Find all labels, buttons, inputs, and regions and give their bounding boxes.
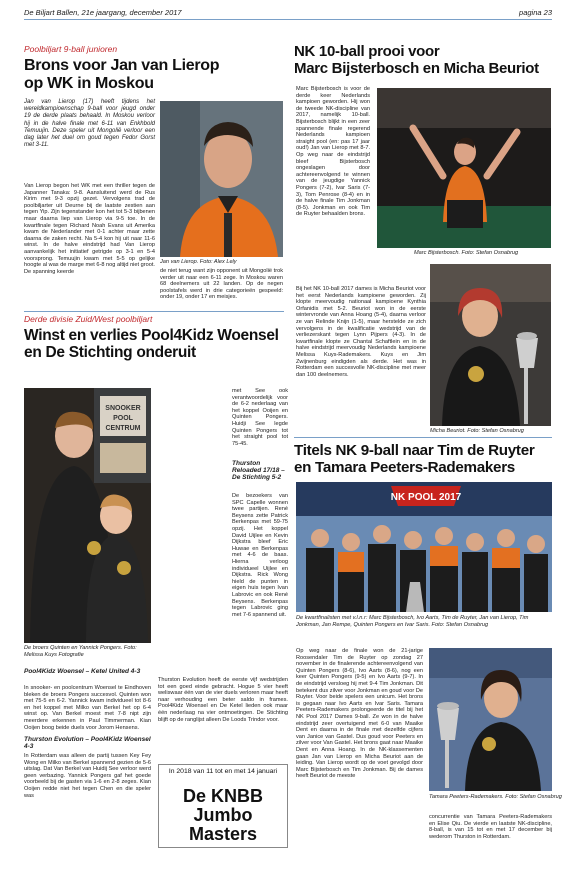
header-page-number: pagina 23 (519, 8, 552, 17)
peeters-illustration (429, 648, 552, 791)
article2-title (24, 327, 289, 362)
article2-kicker: Derde divisie Zuid/West poolbiljart (24, 314, 153, 324)
group-illustration (296, 482, 552, 612)
brothers-illustration (24, 388, 151, 643)
beuriot-caption: Micha Beuriot. Foto: Stefan Osnabrug (430, 428, 524, 434)
article3-title (294, 44, 556, 78)
article1-lead: Jan van Lierop (17) heeft tijdens het wereldkampioenschap 9-ball voor jeugd onder 19 de derde plaats behaald. In Moskou verloor hij in de halve finale met 6-11 van Enkhbold Temuujin. Deze speler uit Mongolië verloor een dag later het duel om goud tegen Fedor Gorst met 3-11. (24, 99, 155, 149)
beuriot-illustration (430, 264, 551, 426)
marc-bijsterbosch-photo (377, 88, 551, 248)
article3-body2: Bij het NK 10-ball 2017 dames is Micha Beuriot voor het eerst Nederlands kampioene geworden. Zij klopte meervoudig nationaal kampioene Kynthia Orfanidis met 5-2. Beuriot won in de eerste wintervronde van Anna Hoang (5-4), daarna verloor ze van Relinde Knijn (1-5), maar herstelde ze zich vervolgens in de kwalificatie wedstrijd van de verliezerskant tegen Lynn Pijpers (4-3). In de kwartfinale klopte ze Chantal Schaftlein en in de halve eindstrijd meervoudig Nederlands kampioene Melissa Kuys-Rademakers. Kuys en Jim Zwijnenburg eindigden als derde. Het was in Rotterdam een succesvolle NK-discipline met meer dan 100 deelnemers. (296, 286, 426, 378)
jan-van-lierop-photo (160, 101, 283, 257)
tamara-peeters-photo (429, 648, 552, 791)
bijsterbosch-illustration (377, 88, 551, 248)
micha-beuriot-photo (430, 264, 551, 426)
quarterfinalists-photo (296, 482, 552, 612)
jumbo-masters-ad[interactable] (158, 764, 288, 848)
article2-body5: Thurston Evolution heeft de eerste vijf wedstrijden tot een goed einde gebracht. Hogue 5 vier heeft weliswaar één van de vier duels verloren maar heeft naar verhouding een beter saldo in frames. Pool4Kidz Woensel en De Ketel lieden ook maar één nederlaag na vier ontmoetingen. De Stichting blijft op de ranglijst alleen De Loods Trindor voor. (158, 677, 288, 723)
article2-sub3: Thurston Reloaded 17/18 – De Stichting 5-2 (232, 460, 285, 482)
article2-sub2: Thurston Evolution – Pool4Kidz Woensel 4-3 (24, 736, 151, 751)
article1-kicker: Poolbiljart 9-ball junioren (24, 44, 118, 54)
pongers-caption: De broers Quinten en Yannick Pongers. Foto: Melissa Kuys Fotografie (24, 645, 137, 658)
divider-right (294, 437, 552, 438)
article3-body1: Marc Bijsterbosch is voor de derde keer Nederlands kampioen geworden. Hij won de tweede NK-discipline van 2017, namelijk 10-ball. Bijsterbosch blijkt in een zeer spannende finale regerend Nederlands kampioen straight pool (en: pas 17 jaar oud!) Jan van Lierop met 8-7. Op weg naar de eindstrijd bleef Bijsterbosch ongeslagen door achtereenvolgend te winnen van de jeugdige Yannick Pongers (7-2), Ivar Saris (7-3), Tom Penrose (8-4) en in de halve finale Tim Jonkman (8-5). Jonkman en ook Tim de Ruyter behaalden brons. (296, 86, 370, 218)
article3-title-line2: Marc Bijsterbosch en Micha Beuriot (294, 59, 539, 77)
article4-title-line1: Titels NK 9-ball naar Tim de Ruyter (294, 442, 535, 459)
divider-left (24, 311, 284, 312)
article2-sub1: Pool4Kidz Woensel – Ketel United 4-3 (24, 668, 141, 675)
article2-title-line2: en De Stichting onderuit (24, 344, 196, 362)
article4-body1: Op weg naar de finale won de 21-jarige Roosendaler Tim de Ruyter op zondag 27 november in de finalerende achtereenvolgend van Quinten Pongers (8-6), Ivo Aarts (8-6), nog een keer Quinten Pongers (9-5) en Ivo Aarts (9-7). In de eindstrijd versloeg hij met 9-4 Tim Jonkman. Dit betekent dus zilver voor Jonkman en goud voor De Ruyter. Voor beide spelers een unicum. Het brons is gegaan naar Ivo Aarts en Ivar Saris. Tamara Peeters-Rademakers prolongeerde de titel bij het NK Pool 2017 Dames 9-ball. Ze won in de halve eindstrijd zeer overtuigend met 6-0 van Maaike Dent en daarna in de finale met dezelfde cijfers van Janice van Gastel. Dus goud voor Peeters en zilver voor Van Gastel. Het brons gaat naar Maaike Dent en Anna Hoang. In de NK-klassementen gaan Jan van Lierop en Micha Beuriot aan de leiding. Van Lierop wordt op de voet gevolgd door Marc Bijsterbosch en Tim Jonkman. Bij de dames heeft Beuriot de meeste (296, 648, 423, 780)
portrait-illustration (160, 101, 283, 257)
article1-body: Van Lierop begon het WK met een thriller tegen de Japanner Tanaka: 9-8. Aansluitend werd de Rus Kirim met 9-3 opzij gezet. Vervolgens trad de poolbiljarter uit Deurne bij de laatste zestien aan tegen Yip. Zijn tegenstander kon het tot 5-3 bijbenen maar daarna liep van Lierop via 9-5 toe. In de kwartfinale tegen Richard Noah Evans uit Amerika kwam de Nederlander met 0-1 achter maar zette daarna de zaken recht. Na 5-4 kon hij uit naar 11-6 winst. In de halve eindstrijd had Van Lierop aanvankelijk het initiatief getrigde op 3-1 en 5-4 voorsprong. Temuujin kwam met 5-5 op gelijke hoogte al was de marge met 6-8 nog altijd niet groot. De spanning keerde (24, 183, 155, 275)
pongers-brothers-photo (24, 388, 151, 643)
article2-body3: met See ook verantwoordelijk voor de 6-2 nederlaag van het koppel Ooijen en Quinten Pongers. Huidji See legde Quinten Pongers tot het straight pool tot 75-45. (232, 388, 288, 447)
article1-title-line2: op WK in Moskou (24, 74, 154, 92)
header-publication: De Biljart Ballen, 21e jaargang, december 2017 (24, 8, 182, 17)
peeters-caption: Tamara Peeters-Rademakers. Foto: Stefan Osnabrug (429, 794, 562, 800)
quarterfinalists-caption: De kwartfinalisten met v.l.n.r: Marc Bijsterbosch, Ivo Aarts, Tim de Ruyter, Jan van Lierop, Tim Jonkman, Jan Rempe, Quinten Pongers en Ivar Saris. Foto: Stefan Osnabrug (296, 615, 529, 628)
article1-body-continued: de niet terug want zijn opponent uit Mongolië trok verder uit naar een 6-11 zege. In Moskou waren 68 deelnemers uit 22 landen. Op de negen poolstafels werd in drie categorieën gespeeld: onder 19, onder 17 en meisjes. (160, 268, 283, 301)
article4-title-line2: en Tamara Peeters-Rademakers (294, 459, 515, 477)
article1-title-line1: Brons voor Jan van Lierop (24, 57, 220, 74)
article2-body2: In Rotterdam was alleen de partij tussen Key Fey Wong en Milko van Berkel spannend gezien de 5-6 uitslag. Dat Van Berkel van Huidij See verloor werd geen verbazing. Yannick Pongers gaf het goede voorbeeld bij de gasten via 1-6 en 2-8 zeges. Kian Ooijen redde niet het tegen Chen en die speler was (24, 753, 151, 799)
ad-date-line: In 2018 van 11 tot en met 14 januari (168, 768, 278, 775)
jan-van-lierop-caption: Jan van Lierop. Foto: Alex Lely (160, 259, 237, 265)
nk-pool-banner: NK POOL 2017 (390, 492, 462, 503)
bijsterbosch-caption: Marc Bijsterbosch. Foto: Stefan Osnabrug (414, 250, 519, 256)
article2-body1: In snooker- en poolcentrum Woensel te Eindhoven bleken de broers Pongers succesvol. Quinten won met 75-5 en 6-2. Yannick kwam individueel tot 8-6 en het koppel met Milko van Berkel het op 6-4 winst op. Van Berkel moest met 7-8 nipt zijn meerdere erkennen in Paul Timmerman. Kian Ooijen boog beide duels voor Jorom Hensens. (24, 685, 151, 731)
page-header (24, 6, 552, 20)
ad-line1: De KNBB (182, 786, 263, 806)
svg-text:CENTRUM: CENTRUM (105, 425, 141, 432)
article2-body4: De bezoekers van SPC Capelle wonnen twee partijen. René Beysens zette Patrick Berkenpas met 59-75 opzij. Het koppel David Uijlee en Kevin Dijkstra bleef Eric Huwae en Berkenpas met 4-6 de baas. Hierna verloog individueel Uijlee en Dijkstra. Rick Wong hield de punten in eigen huis tegen Ivan Labrovic en ook René Beysens. Berkenpas tegen Labrovic ging met 7-6 spannend uit. (232, 493, 288, 618)
svg-text:POOL: POOL (113, 415, 133, 422)
ad-line2: Jumbo Masters (188, 804, 258, 844)
article4-body2: concurrentie van Tamara Peeters-Rademakers en Elise Qiu. De vierde en laatste NK-discipline, 8-ball, is van 15 tot en met 17 december bij wederom Thurston in Rotterdam. (429, 814, 552, 840)
article4-title (294, 442, 556, 476)
article3-title-line1: NK 10-ball prooi voor (294, 43, 440, 60)
article2-title-line1: Winst en verlies Pool4Kidz Woensel (24, 327, 279, 344)
article1-title (24, 57, 284, 93)
photo-sign-text: SNOOKER (105, 405, 141, 412)
